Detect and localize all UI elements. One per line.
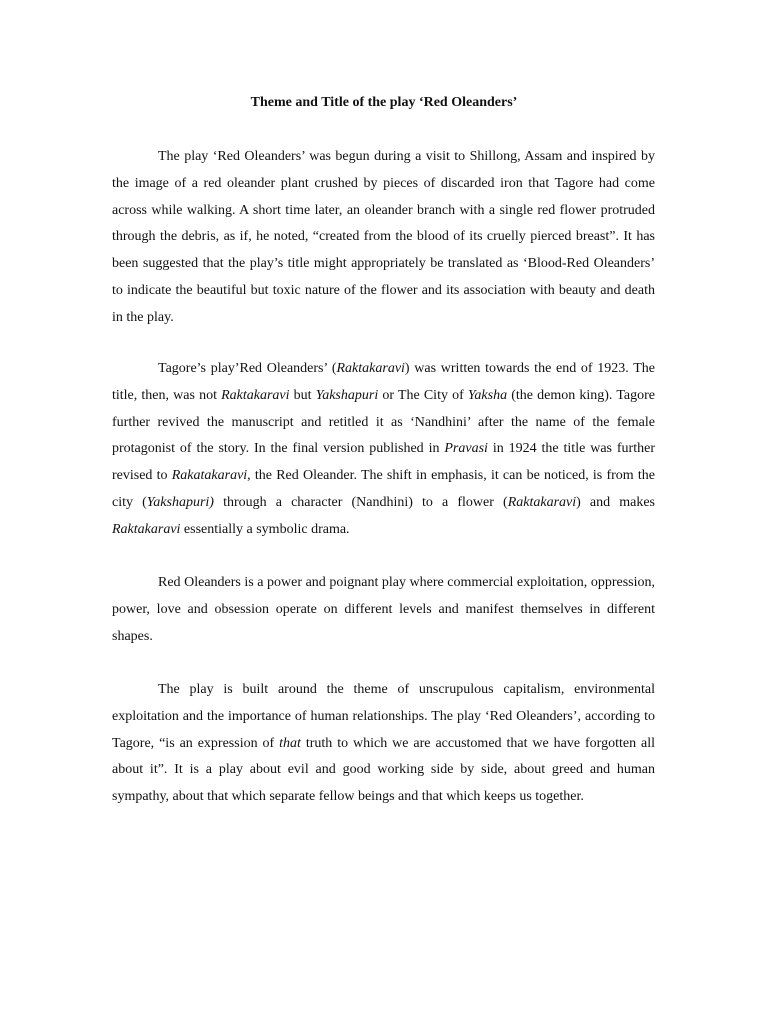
text-run: ) and makes xyxy=(576,494,656,510)
text-run: Tagore’s play’Red Oleanders’ ( xyxy=(158,361,337,376)
document-title: Theme and Title of the play ‘Red Oleanders’ xyxy=(250,95,518,110)
paragraph-4 xyxy=(112,677,655,811)
text-run: through a character (Nandhini) to a flower ( xyxy=(213,494,508,510)
italic-text-run: Yakshapuri xyxy=(315,387,379,403)
text-run: Red Oleanders is a power and poignant play where commercial exploitation, oppression, power, love and obsession operate on different levels and manifest themselves in different shapes. xyxy=(112,575,655,644)
italic-text-run: Pravasi xyxy=(444,441,488,457)
text-run: The play is built around the theme of unscrupulous capitalism, environmental exploitation and the importance of human relationships. The play ‘Red Oleanders’, according to Tagore, “is an expression of xyxy=(112,682,655,751)
text-run: essentially a symbolic drama. xyxy=(180,521,350,537)
text-run: The play ‘Red Oleanders’ was begun during a visit to Shillong, Assam and inspired by the image of a red oleander plant crushed by pieces of discarded iron that Tagore had come across while walking. A short time later, an oleander branch with a single red flower protruded through the debris, as if, he noted, “created from the blood of its cruelly pierced breast”. It has been suggested that the play’s title might appropriately be translated as ‘Blood-Red Oleanders’ to indicate the beautiful but toxic nature of the flower and its association with beauty and death in the play. xyxy=(112,149,655,325)
text-run: in 1924 the title was further revised to xyxy=(112,441,655,484)
italic-text-run: Raktakaravi xyxy=(221,387,290,403)
paragraph-1 xyxy=(112,144,655,332)
italic-text-run: Raktakaravi xyxy=(336,361,405,376)
text-run: (the demon king). Tagore further revived the manuscript and retitled it as ‘Nandhini’ after the name of the female protagonist of the story. In the final version published in xyxy=(112,387,655,457)
italic-text-run: Yakshapuri) xyxy=(146,494,214,510)
italic-text-run: Raktakaravi xyxy=(507,494,577,510)
text-run: , the Red Oleander. The shift in emphasis, it can be noticed, is from the city ( xyxy=(112,468,655,510)
text-run: ) was written towards the end of 1923. The title, then, was not xyxy=(112,361,656,403)
italic-text-run: that xyxy=(279,735,301,751)
paragraph-3 xyxy=(112,570,655,650)
text-run: but xyxy=(289,387,316,403)
italic-text-run: Rakatakaravi xyxy=(171,468,248,484)
paragraph-2 xyxy=(112,356,655,544)
text-run: truth to which we are accustomed that we have forgotten all about it”. It is a play about evil and good working side by side, about greed and human sympathy, about that which separate fellow beings and that which keeps us together. xyxy=(112,735,655,805)
italic-text-run: Raktakaravi xyxy=(112,521,181,537)
text-run: or The City of xyxy=(378,387,468,403)
italic-text-run: Yaksha xyxy=(467,387,508,403)
